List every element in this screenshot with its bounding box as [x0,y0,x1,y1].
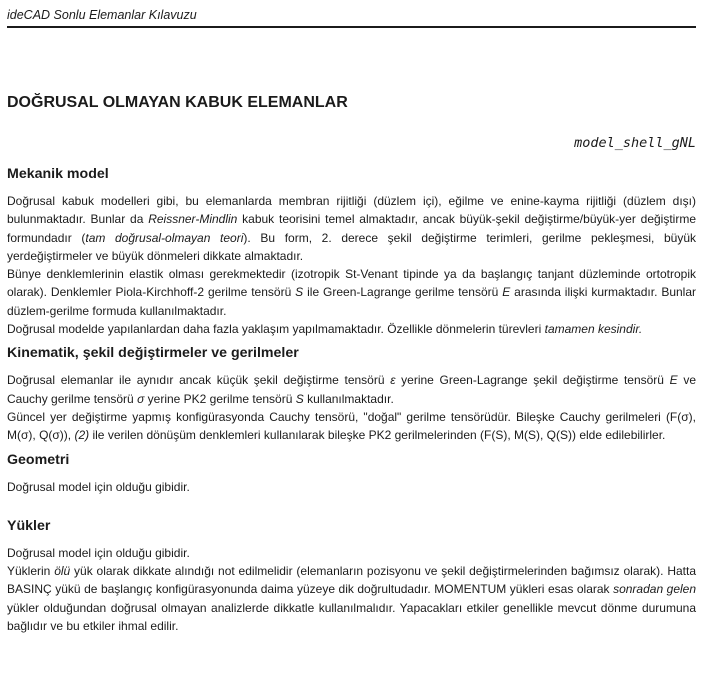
paragraph [7,371,696,408]
sections-container [7,165,696,635]
paragraph [7,408,696,445]
text-run: Yüklerin [7,564,55,579]
italic-text-run: ölü [54,564,71,579]
text-run: ). Bu form, 2. derece şekil değiştirme terimleri, gerilme pekleşmesi, büyük yerdeğiştirmeler ve büyük dönmeleri dikkate almaktadır. [7,230,697,263]
text-run: yükler olduğundan doğrusal olmayan analizlerde dikkatle kullanılmalıdır. Yapacakları etkiler genellikle mevcut dönme durumuna bağlıdır ve bu etkiler ihmal edilir. [7,600,696,634]
text-run: Bünye denklemlerinin elastik olması gerekmektedir (izotropik St-Venant tipinde ya da başlangıç tanjant düzleminde ortotropik olarak). Denklemler Piola-Kirchhoff-2 gerilme tensörü [7,267,696,300]
section-heading: Mekanik model [7,166,109,182]
paragraph [7,192,696,265]
text-run: kabuk teorisini temel almaktadır, ancak büyük-şekil değiştirme/büyük-yer değiştirme formundadır ( [7,212,696,245]
text-run: Güncel yer değiştirme yapmış konfigürasyonda Cauchy tensörü, "doğal" gerilme tensörüdür. Bileşke Cauchy gerilmeleri (F(σ), M(σ), Q(σ)), [7,409,696,443]
text-run: yerine PK2 gerilme tensörü [144,391,296,406]
text-run: Doğrusal model için olduğu gibidir. [7,479,190,494]
section-yukler [7,517,696,635]
italic-text-run: E [502,285,511,300]
paragraph [7,562,696,635]
italic-text-run: σ [137,391,145,406]
paragraph [7,544,696,562]
text-run: Doğrusal kabuk modelleri gibi, bu elemanlarda membran rijitliği (düzlem içi), eğilme ve enine-kayma rijitliği (düzlem dışı) bulunmaktadır. Bunlar da [7,194,696,227]
text-run: arasında ilişki kurmaktadır. Bunlar düzlem-gerilme formuda kullanılmaktadır. [7,285,697,318]
text-run: Doğrusal elemanlar ile aynıdır ancak küçük şekil değiştirme tensörü [7,373,391,388]
text-run: yerine Green-Lagrange şekil değiştirme tensörü [395,373,670,388]
italic-text-run: Reissner-Mindlin [148,212,238,227]
text-run: Doğrusal model için olduğu gibidir. [7,545,190,560]
italic-text-run: E [669,373,678,388]
section-mekanik-model [7,165,696,338]
section-geometri [7,451,696,496]
section-heading: Geometri [7,451,70,468]
section-kinematik [7,344,696,444]
text-run: yük olarak dikkate alındığı not edilmelidir (elemanların pozisyonu ve şekil değiştirmelerinden bağımsız olarak). Hatta BASINÇ yükü de başlangıç konfigürasyonunda daima yüzeye dik doğrultudadır. MOMENTUM yükleri esas olarak [7,564,697,597]
model-reference: model_shell_gNL [574,135,696,151]
italic-text-run: (2) [74,428,90,443]
italic-text-run: S [295,391,304,406]
text-run: ile verilen dönüşüm denklemleri kullanılarak bileşke PK2 gerilmelerinden (F(S), M(S), Q(S)) elde edilebilirler. [89,428,666,443]
paragraph [7,478,696,496]
text-run: Doğrusal modelde yapılanlardan daha fazla yaklaşım yapılmamaktadır. Özellikle dönmelerin türevleri [7,322,545,337]
text-run: kullanılmaktadır. [303,391,394,406]
italic-text-run: ε [390,373,396,388]
text-run: ile Green-Lagrange gerilme tensörü [303,285,503,300]
section-heading: Yükler [7,517,51,534]
section-heading: Kinematik, şekil değiştirmeler ve gerilmeler [7,345,299,362]
running-header-text: ideCAD Sonlu Elemanlar Kılavuzu [7,8,197,22]
paragraph [7,320,696,338]
paragraph [7,265,696,320]
italic-text-run: S [295,285,304,300]
italic-text-run: tam doğrusal-olmayan teori [85,230,244,245]
italic-text-run: sonradan gelen [613,582,697,597]
italic-text-run: tamamen kesindir. [544,322,643,337]
page-title: DOĞRUSAL OLMAYAN KABUK ELEMANLAR [7,94,348,111]
text-run: ve Cauchy gerilme tensörü [7,373,696,406]
running-header [7,0,696,28]
